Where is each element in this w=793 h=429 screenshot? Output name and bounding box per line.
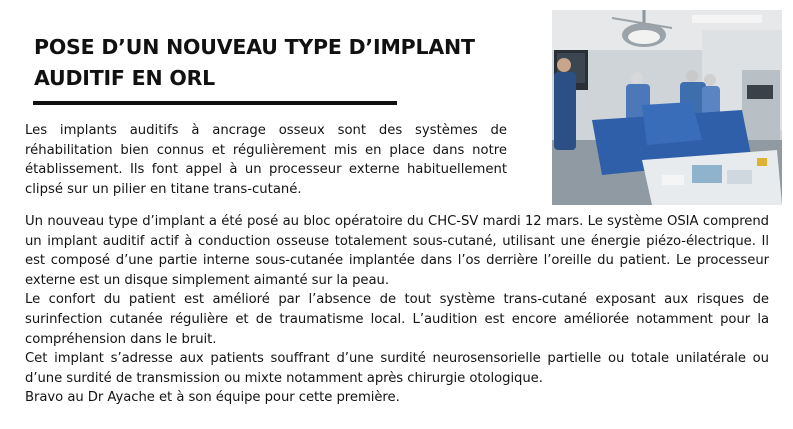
article-title-line-2: AUDITIF EN ORL [34, 66, 216, 90]
body-paragraph-2: Le confort du patient est amélioré par l’absence de tout système trans-cutané exposant aux risques de surinfection cutanée régulière et de traumatisme local. L’audition est encore améliorée notamment pour la compréhension dans le bruit. [25, 292, 769, 347]
article-body [25, 212, 769, 408]
article-title-line-1: POSE D’UN NOUVEAU TYPE D’IMPLANT [34, 35, 475, 59]
operating-room-illustration [552, 10, 782, 205]
intro-paragraph: Les implants auditifs à ancrage osseux sont des systèmes de réhabilitation bien connus et régulièrement mis en place dans notre établissement. Ils font appel à un processeur externe habituellement clipsé sur un pilier en titane trans-cutané. [25, 123, 507, 197]
operating-room-photo [552, 10, 782, 205]
title-underline [33, 101, 397, 105]
body-paragraph-4: Bravo au Dr Ayache et à son équipe pour cette première. [25, 390, 400, 406]
body-paragraph-3: Cet implant s’adresse aux patients souffrant d’une surdité neurosensorielle partielle ou totale unilatérale ou d’une surdité de transmission ou mixte notamment après chirurgie otologique. [25, 351, 769, 386]
article-title [34, 32, 524, 94]
body-paragraph-1: Un nouveau type d’implant a été posé au bloc opératoire du CHC-SV mardi 12 mars. Le système OSIA comprend un implant auditif actif à conduction osseuse totalement sous-cutané, utilisant une énergie piézo-électrique. Il est composé d’une partie interne sous-cutanée implantée dans l’os derrière l’oreille du patient. Le processeur externe est un disque simplement aimanté sur la peau. [25, 214, 769, 288]
